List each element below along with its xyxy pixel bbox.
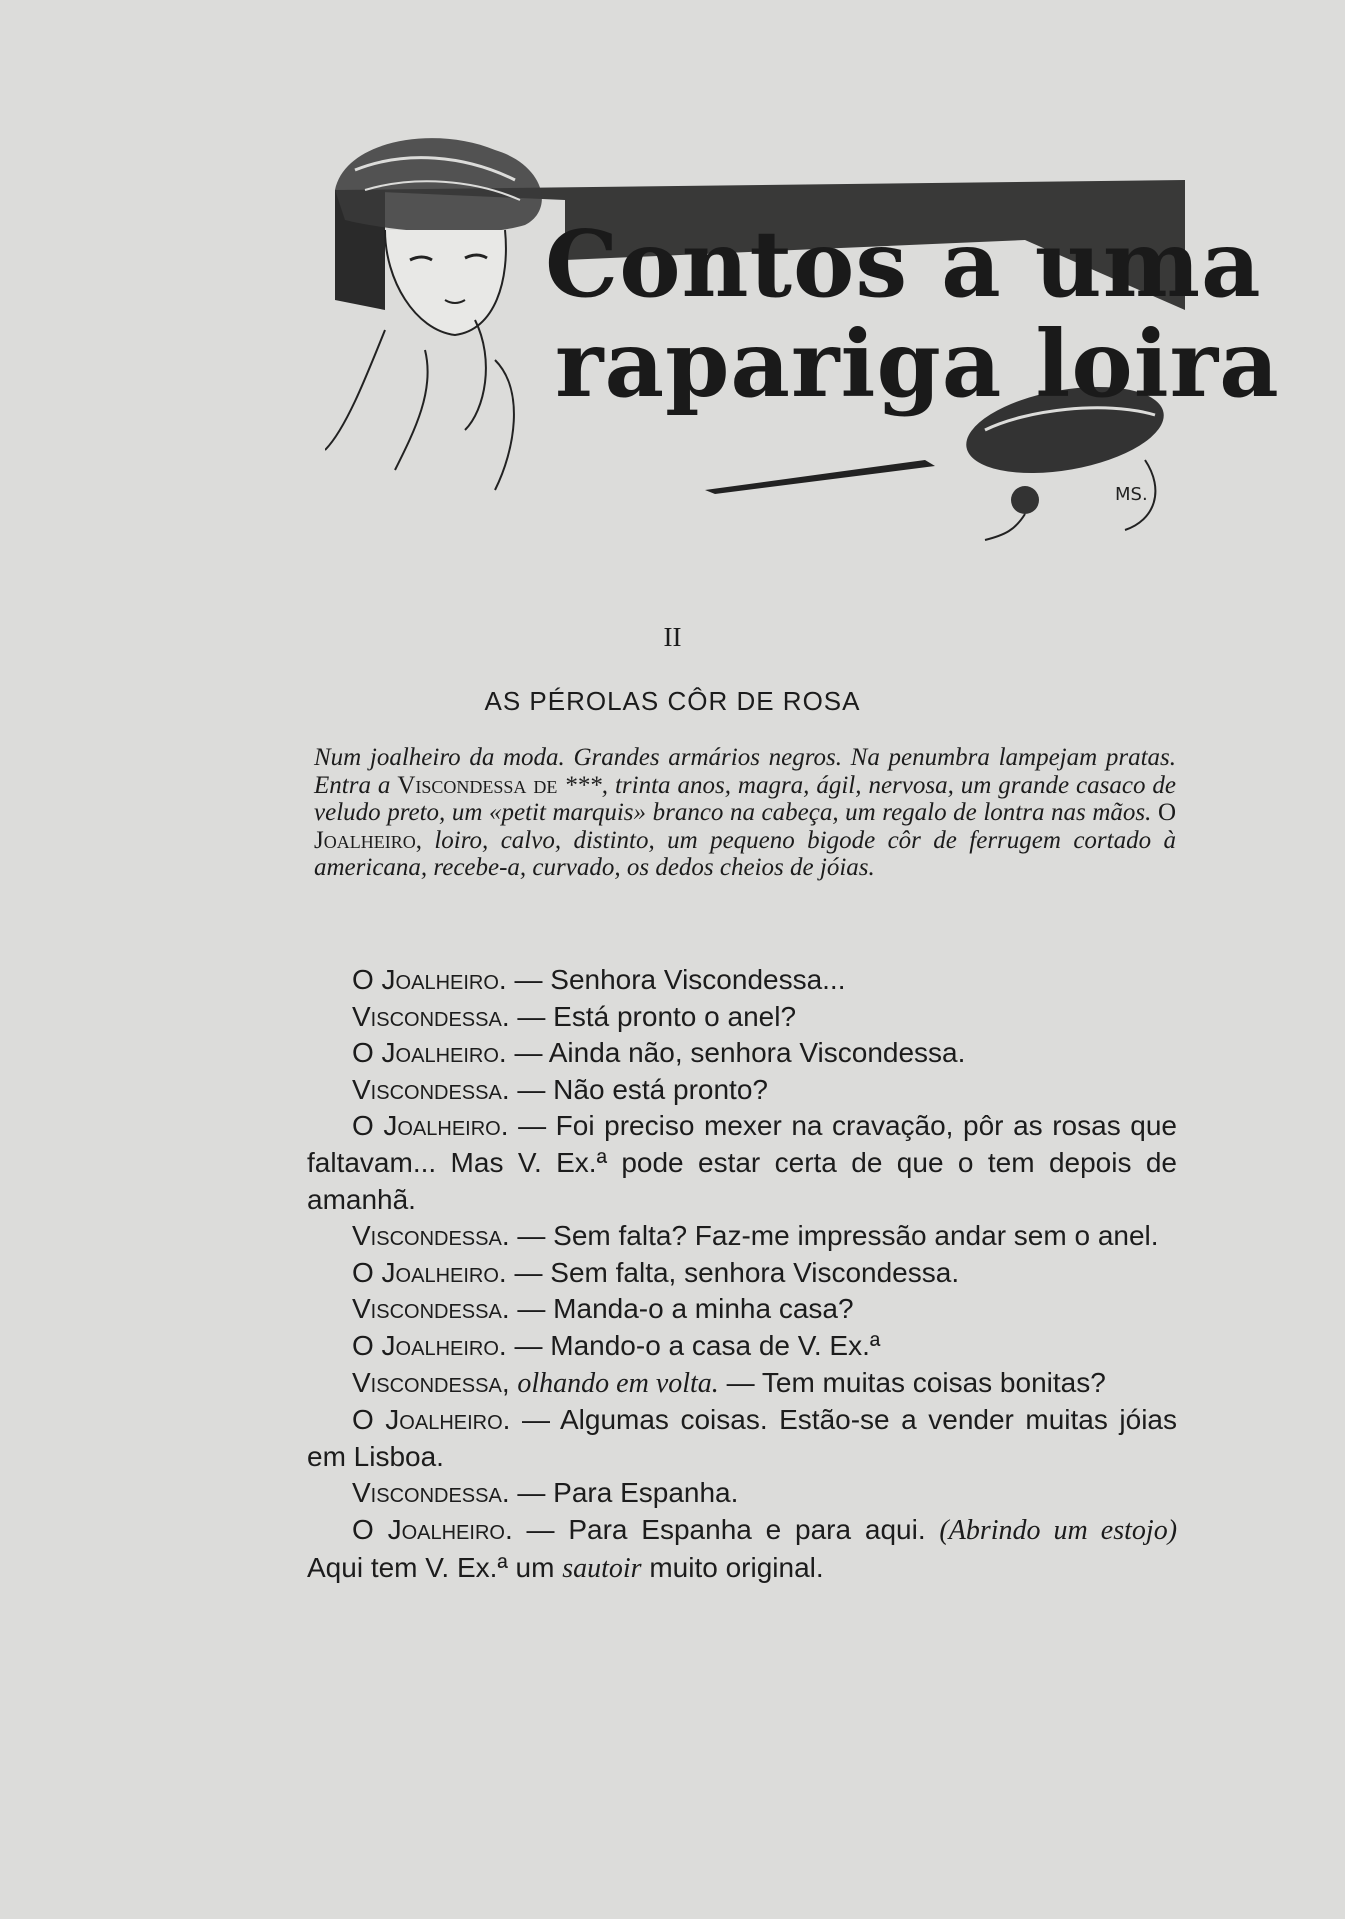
- header-title-line-2: rapariga loira: [555, 310, 1280, 418]
- dialogue-line: [307, 1035, 1177, 1072]
- speaker-name: O Joalheiro.: [352, 1110, 509, 1142]
- line-text-end: muito original.: [641, 1551, 824, 1583]
- dialogue-line: [307, 1291, 1177, 1328]
- speaker-name: Viscondessa.: [352, 1000, 510, 1032]
- line-text: — Sem falta, senhora Viscondessa.: [514, 1256, 960, 1288]
- speaker-name: O Joalheiro.: [352, 1329, 507, 1361]
- dialogue-line: [307, 1108, 1177, 1218]
- chapter-number: II: [663, 622, 682, 652]
- dialogue-line: [307, 1365, 1177, 1403]
- stage-direction-name-joalheiro: O Joalheiro,: [314, 799, 1176, 854]
- speaker-name: Viscondessa,: [352, 1366, 510, 1398]
- dialogue-line: [307, 1072, 1177, 1109]
- stage-direction-text-1: Num joalheiro da moda. Grandes armários negros. Na penumbra lampejam pratas. Entra a: [314, 744, 1176, 799]
- line-text: — Senhora Viscondessa...: [514, 964, 846, 995]
- speaker-name: Viscondessa.: [352, 1293, 510, 1325]
- line-text: — Foi preciso mexer na cravação, pôr as rosas que faltavam... Mas V. Ex.ª pode estar certa de que o tem depois de amanhã.: [307, 1110, 1177, 1215]
- inline-stage-direction: (Abrindo um estojo): [939, 1514, 1178, 1546]
- stage-direction-name-viscondessa: Viscondessa de: [397, 771, 558, 799]
- line-text: — Algumas coisas. Estão-se a vender muitas jóias em Lisboa.: [307, 1404, 1178, 1472]
- stage-direction-text-2: ***, trinta anos, magra, ágil, nervosa, um grande casaco de veludo preto, um «petit marquis» branco na cabeça, um regalo de lontra nas mãos.: [314, 771, 1176, 826]
- line-text-continued: Aqui tem V. Ex.ª um: [307, 1551, 563, 1583]
- stage-direction-text-3: loiro, calvo, distinto, um pequeno bigode côr de ferrugem cortado à americana, recebe-a, curvado, os dedos cheios de jóias.: [314, 826, 1176, 881]
- dialogue-line: [307, 1402, 1177, 1475]
- speaker-name: Viscondessa.: [352, 1220, 510, 1252]
- illustration-signature: MS.: [1115, 484, 1148, 505]
- line-text: — Mando-o a casa de V. Ex.ª: [514, 1329, 881, 1361]
- speaker-name: O Joalheiro.: [352, 1037, 507, 1069]
- dialogue: [307, 962, 1177, 1587]
- speaker-name: O Joalheiro.: [352, 1404, 511, 1436]
- chapter-title: AS PÉROLAS CÔR DE ROSA: [484, 686, 861, 716]
- speaker-name: Viscondessa.: [352, 1073, 510, 1105]
- dialogue-line: [307, 999, 1177, 1036]
- line-text: — Para Espanha.: [517, 1477, 739, 1509]
- dialogue-line: [307, 1512, 1177, 1587]
- speaker-name: O Joalheiro.: [352, 1513, 513, 1545]
- inline-stage-direction: olhando em volta.: [517, 1367, 719, 1399]
- speaker-name: O Joalheiro.: [352, 1256, 507, 1288]
- line-text: — Ainda não, senhora Viscondessa.: [514, 1037, 966, 1069]
- header-title-line-1: Contos a uma: [545, 210, 1262, 318]
- line-text: — Tem muitas coisas bonitas?: [726, 1366, 1106, 1398]
- italic-word: sautoir: [562, 1552, 642, 1584]
- line-text: — Sem falta? Faz-me impressão andar sem o anel.: [517, 1220, 1159, 1252]
- line-text: — Está pronto o anel?: [517, 1000, 797, 1032]
- dialogue-line: [307, 1218, 1177, 1255]
- stage-direction-paragraph: [314, 744, 1176, 882]
- dialogue-line: [307, 962, 1177, 999]
- dialogue-line: [307, 1255, 1177, 1292]
- line-text: — Não está pronto?: [517, 1073, 768, 1105]
- dialogue-line: [307, 1475, 1177, 1512]
- line-text: — Para Espanha e para aqui.: [526, 1513, 940, 1545]
- line-text: — Manda-o a minha casa?: [517, 1293, 854, 1325]
- dialogue-line: [307, 1328, 1177, 1365]
- speaker-name: Viscondessa.: [352, 1477, 510, 1509]
- speaker-name: O Joalheiro.: [352, 964, 507, 995]
